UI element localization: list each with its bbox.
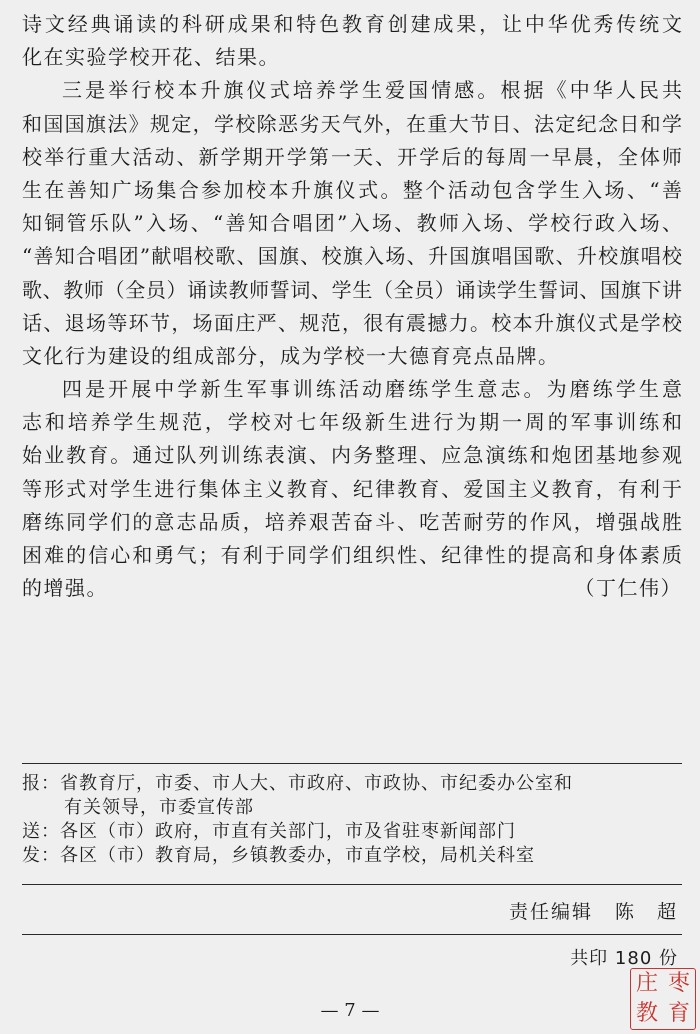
text-line: 困难的信心和勇气；有利于同学们组织性、纪律性的提高和身体素质 <box>22 543 682 567</box>
text-line: “善知合唱团”献唱校歌、国旗、校旗入场、升国旗唱国歌、升校旗唱校 <box>22 244 682 269</box>
editor-label: 责任编辑 <box>508 901 593 923</box>
text-line: 等形式对学生进行集体主义教育、纪律教育、爱国主义教育，有利于 <box>22 476 682 501</box>
distribution-list <box>22 772 682 868</box>
editor-name: 陈 超 <box>614 901 678 923</box>
article-body <box>22 8 682 605</box>
print-count: 共印 180 份 <box>570 948 678 969</box>
text-line: 话、退场等环节，场面庄严、规范，很有震撼力。校本升旗仪式是学校 <box>22 310 682 335</box>
divider-middle <box>22 884 682 885</box>
text-line: 知铜管乐队”入场、“善知合唱团”入场、教师入场、学校行政入场、 <box>22 211 682 236</box>
stamp-char: 教 <box>635 1001 658 1026</box>
text-line: 化在实验学校开花、结果。 <box>22 45 280 70</box>
text-line: 文化行为建设的组成部分，成为学校一大德育亮点品牌。 <box>22 343 560 368</box>
distribution-line: 报：省教育厅，市委、市人大、市政府、市政协、市纪委办公室和 <box>22 773 573 794</box>
stamp-char: 枣 <box>667 971 690 996</box>
stamp-char: 育 <box>667 1001 690 1026</box>
text-line: 三是举行校本升旗仪式培养学生爱国情感。根据《中华人民共 <box>62 78 682 103</box>
distribution-lines <box>22 772 682 868</box>
divider-top <box>22 763 682 764</box>
distribution-line: 送：各区（市）政府，市直有关部门，市及省驻枣新闻部门 <box>22 821 516 842</box>
stamp-char: 庄 <box>635 971 658 996</box>
responsible-editor <box>509 897 678 924</box>
divider-bottom <box>22 934 682 935</box>
paragraph-lines <box>22 8 682 605</box>
distribution-line: 有关领导，市委宣传部 <box>64 797 254 818</box>
text-line: 磨练同学们的意志品质，培养艰苦奋斗、吃苦耐劳的作风，增强战胜 <box>22 509 682 534</box>
text-line: 的增强。 （丁仁伟） <box>22 572 682 605</box>
text-line: 和国国旗法》规定，学校除恶劣天气外，在重大节日、法定纪念日和学 <box>22 111 682 136</box>
text-line: 四是开展中学新生军事训练活动磨练学生意志。为磨练学生意 <box>62 377 682 402</box>
text-line: 始业教育。通过队列训练表演、内务整理、应急演练和炮团基地参观 <box>22 443 682 468</box>
text-line: 生在善知广场集合参加校本升旗仪式。整个活动包含学生入场、“善 <box>22 177 682 202</box>
text-line: 歌、教师（全员）诵读教师誓词、学生（全员）诵读学生誓词、国旗下讲 <box>22 277 682 302</box>
author-signature: （丁仁伟） <box>574 576 682 601</box>
distribution-line: 发：各区（市）教育局，乡镇教委办，市直学校，局机关科室 <box>22 845 535 866</box>
zaozhuang-education-logo-stamp <box>630 968 696 1030</box>
text-line: 诗文经典诵读的科研成果和特色教育创建成果，让中华优秀传统文 <box>22 12 682 36</box>
text-line: 志和培养学生规范，学校对七年级新生进行为期一周的军事训练和 <box>22 410 682 435</box>
page-number: — 7 — <box>320 1000 380 1021</box>
text-line: 校举行重大活动、新学期开学第一天、开学后的每周一早晨，全体师 <box>22 144 682 169</box>
